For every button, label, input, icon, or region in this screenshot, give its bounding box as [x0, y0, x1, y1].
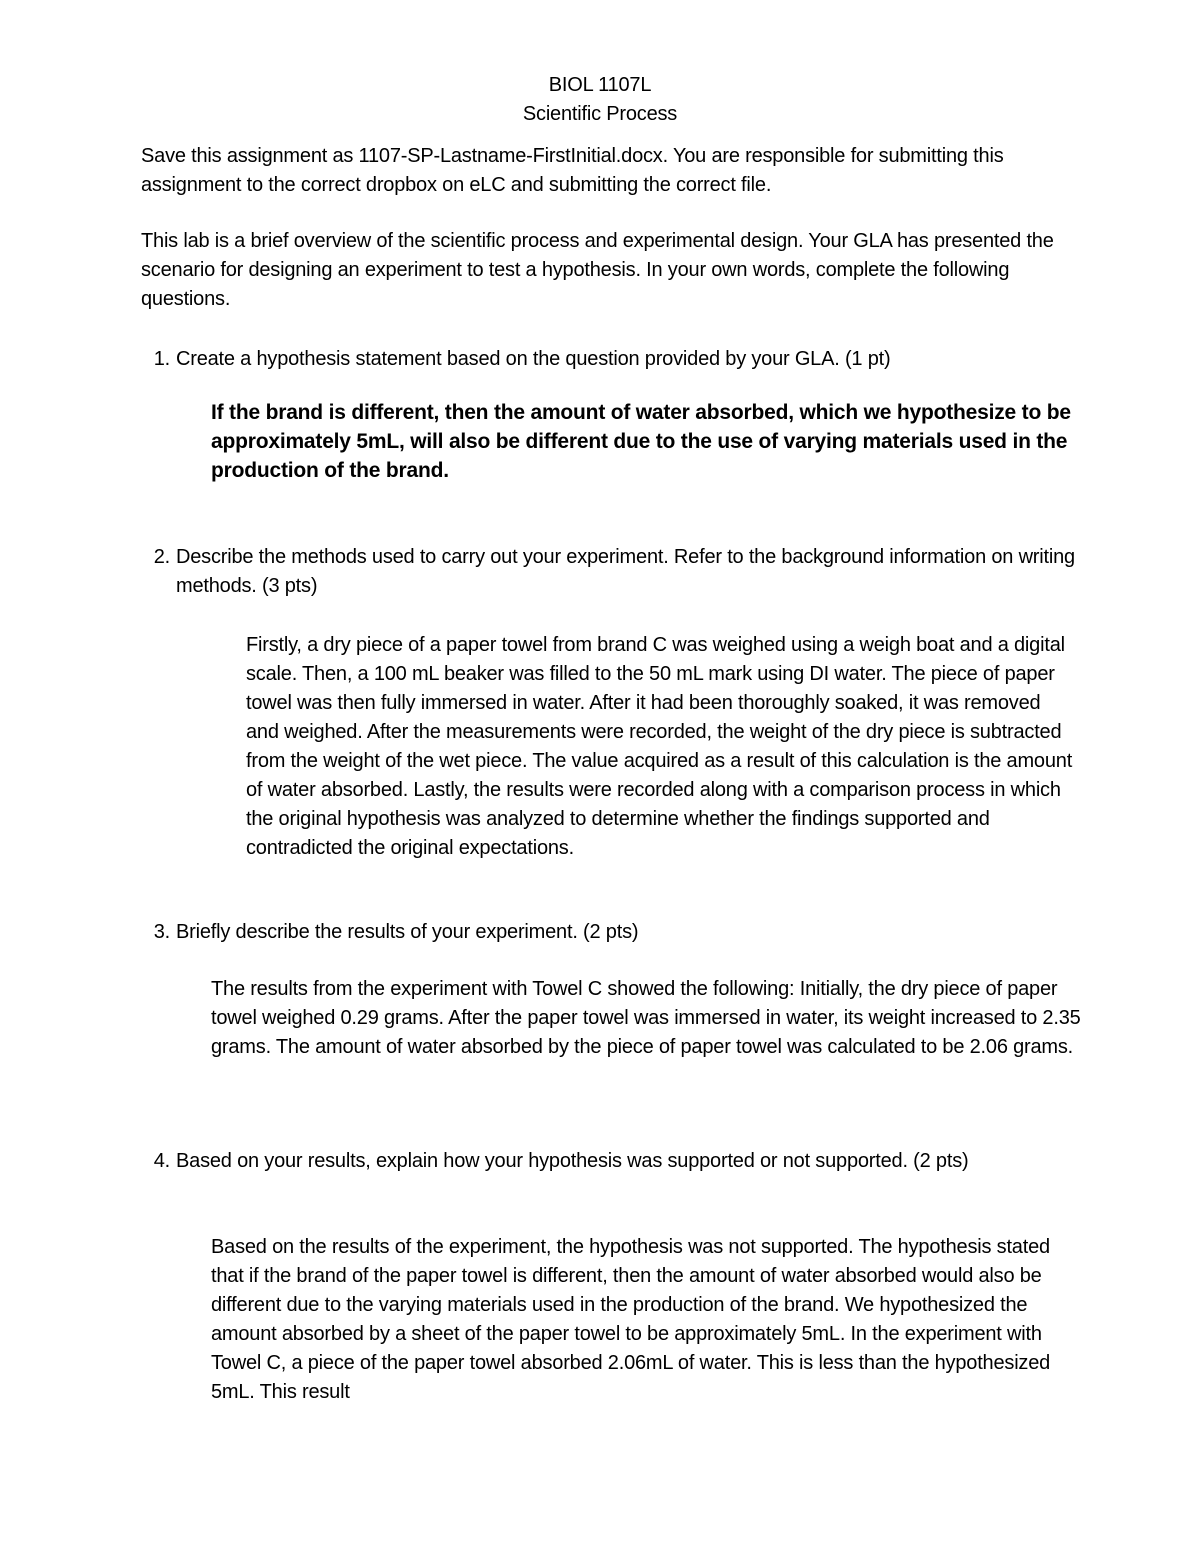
question-2 [153, 543, 1076, 601]
answer-4: Based on the results of the experiment, the hypothesis was not supported. The hypothesis stated that if the brand of the paper towel is different, then the amount of water absorbed would also be different due to the varying materials used in the production of the brand. We hypothesized the amount absorbed by a sheet of the paper towel to be approximately 5mL. In the experiment with Towel C, a piece of the paper towel absorbed 2.06mL of water. This is less than the hypothesized 5mL. This result [211, 1236, 1051, 1403]
intro-paragraph-2: This lab is a brief overview of the scientific process and experimental design. Your GLA has presented the scenario for designing an experiment to test a hypothesis. In your own words, complete the following questions. [141, 230, 1054, 310]
question-number: 4. [153, 1150, 170, 1172]
intro-paragraph-1: Save this assignment as 1107-SP-Lastname-FirstInitial.docx. You are responsible for submitting this assignment to the correct dropbox on eLC and submitting the correct file. [141, 145, 1004, 196]
question-number: 3. [153, 921, 170, 943]
question-prompt: Briefly describe the results of your experiment. (2 pts) [176, 921, 639, 943]
question-4 [153, 1147, 1076, 1176]
course-code: BIOL 1107L [548, 74, 652, 96]
question-prompt: Create a hypothesis statement based on the question provided by your GLA. (1 pt) [176, 348, 891, 370]
question-number: 1. [153, 348, 170, 370]
document-title: Scientific Process [522, 103, 678, 125]
question-3 [153, 918, 1076, 947]
answer-1: If the brand is different, then the amount of water absorbed, which we hypothesize to be approximately 5mL, will also be different due to the use of varying materials used in the production of the brand. [211, 401, 1071, 482]
answer-3: The results from the experiment with Towel C showed the following: Initially, the dry piece of paper towel weighed 0.29 grams. After the paper towel was immersed in water, its weight increased to 2.35 grams. The amount of water absorbed by the piece of paper towel was calculated to be 2.06 grams. [211, 978, 1081, 1058]
answer-2: Firstly, a dry piece of a paper towel from brand C was weighed using a weigh boat and a digital scale. Then, a 100 mL beaker was filled to the 50 mL mark using DI water. The piece of paper towel was then fully immersed in water. After it had been thoroughly soaked, it was removed and weighed. After the measurements were recorded, the weight of the dry piece is subtracted from the weight of the wet piece. The value acquired as a result of this calculation is the amount of water absorbed. Lastly, the results were recorded along with a comparison process in which the original hypothesis was analyzed to determine whether the findings supported and contradicted the original expectations. [246, 634, 1073, 859]
question-prompt: Based on your results, explain how your hypothesis was supported or not supported. (2 pts) [176, 1150, 969, 1172]
question-number: 2. [153, 546, 170, 568]
question-prompt: Describe the methods used to carry out your experiment. Refer to the background information on writing methods. (3 pts) [176, 546, 1075, 597]
question-1 [153, 345, 1076, 374]
